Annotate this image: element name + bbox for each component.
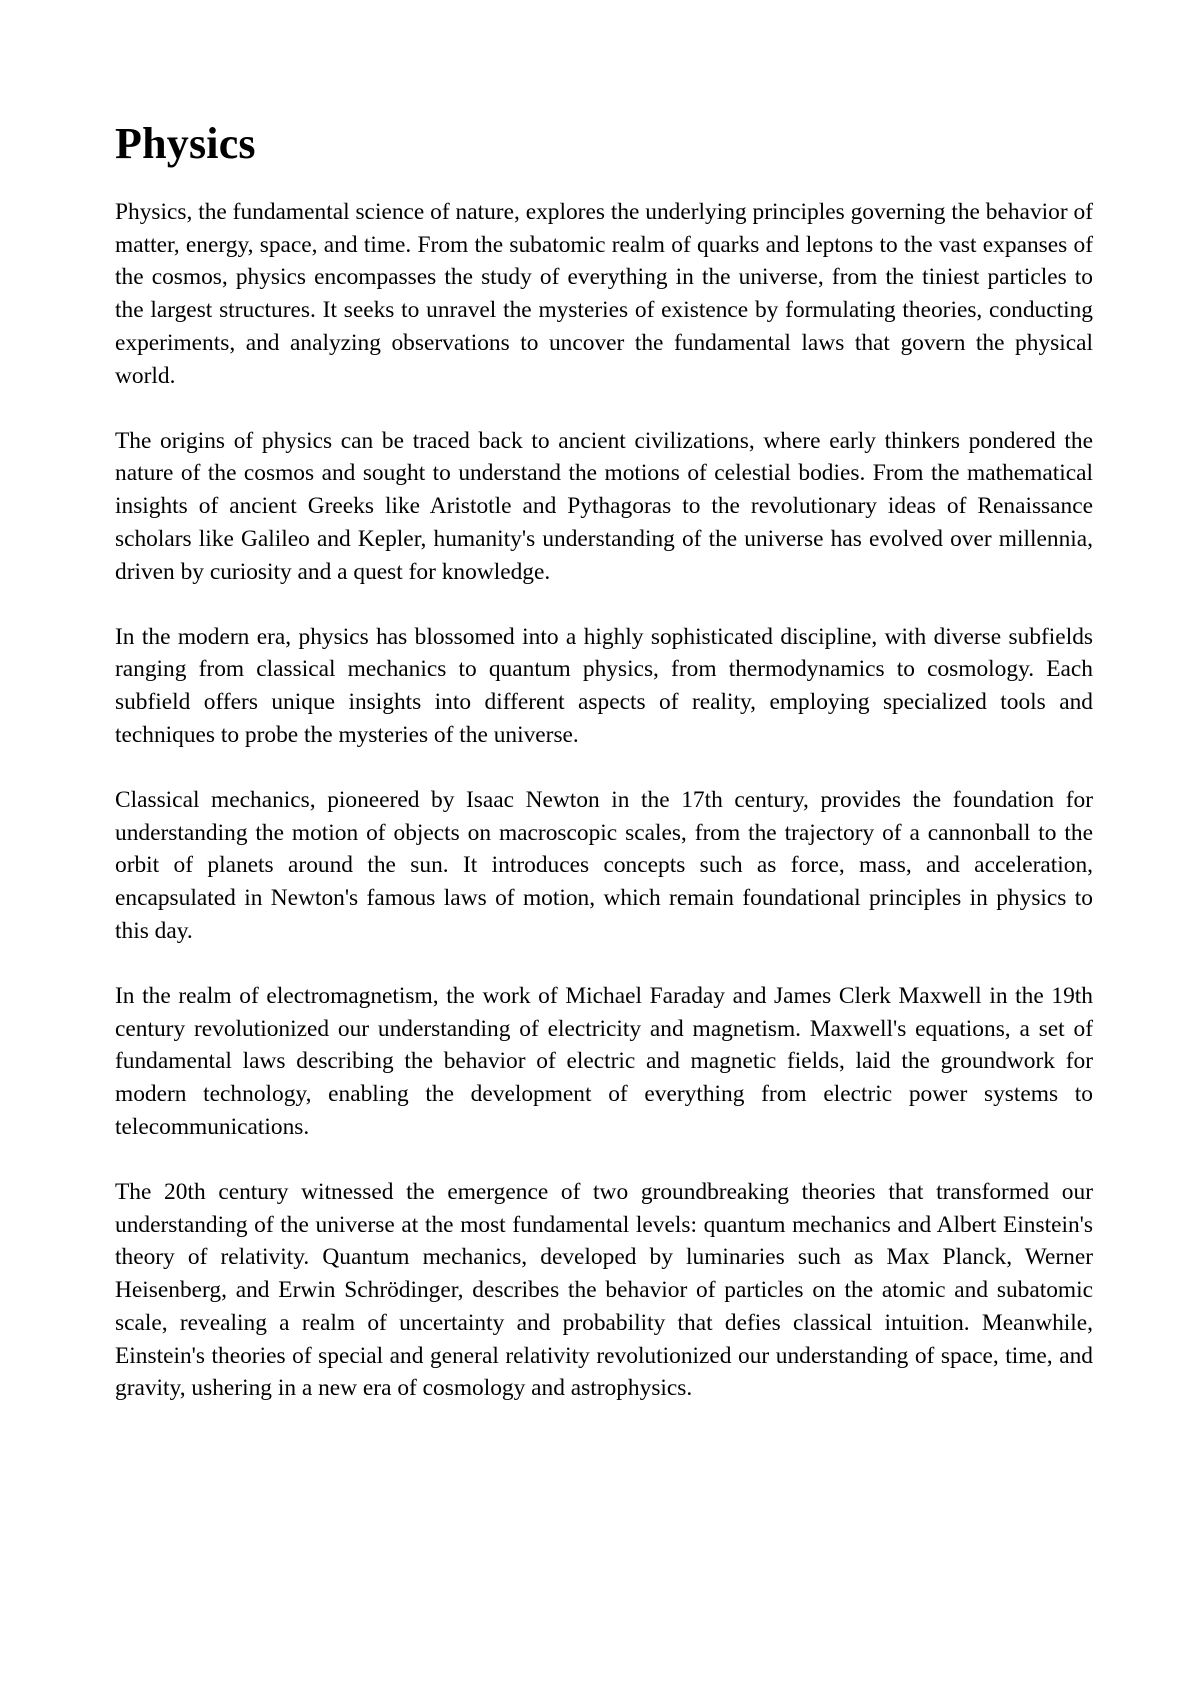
paragraph-introduction: Physics, the fundamental science of nature, explores the underlying principles governing the behavior of matter, energy, space, and time. From the subatomic realm of quarks and leptons to the vast expanses of the cosmos, physics encompasses the study of everything in the universe, from the tiniest particles to the largest structures. It seeks to unravel the mysteries of existence by formulating theories, conducting experiments, and analyzing observations to uncover the fundamental laws that govern the physical world.	[115, 199, 1093, 389]
paragraph-modern-era: In the modern era, physics has blossomed into a highly sophisticated discipline, with diverse subfields ranging from classical mechanics to quantum physics, from thermodynamics to cosmology. Each subfield offers unique insights into different aspects of reality, employing specialized tools and techniques to probe the mysteries of the universe.	[115, 623, 1093, 748]
paragraph-classical-mechanics: Classical mechanics, pioneered by Isaac Newton in the 17th century, provides the foundation for understanding the motion of objects on macroscopic scales, from the trajectory of a cannonball to the orbit of planets around the sun. It introduces concepts such as force, mass, and acceleration, encapsulated in Newton's famous laws of motion, which remain foundational principles in physics to this day.	[115, 787, 1093, 944]
paragraph-twentieth-century: The 20th century witnessed the emergence of two groundbreaking theories that transformed our understanding of the universe at the most fundamental levels: quantum mechanics and Albert Einstein's theory of relativity. Quantum mechanics, developed by luminaries such as Max Planck, Werner Heisenberg, and Erwin Schrödinger, describes the behavior of particles on the atomic and subatomic scale, revealing a realm of uncertainty and probability that defies classical intuition. Meanwhile, Einstein's theories of special and general relativity revolutionized our understanding of space, time, and gravity, ushering in a new era of cosmology and astrophysics.	[115, 1179, 1093, 1402]
paragraph-electromagnetism: In the realm of electromagnetism, the work of Michael Faraday and James Clerk Maxwell in the 19th century revolutionized our understanding of electricity and magnetism. Maxwell's equations, a set of fundamental laws describing the behavior of electric and magnetic fields, laid the groundwork for modern technology, enabling the development of everything from electric power systems to telecommunications.	[115, 983, 1093, 1140]
page-title: Physics	[115, 119, 256, 168]
paragraph-origins: The origins of physics can be traced back to ancient civilizations, where early thinkers pondered the nature of the cosmos and sought to understand the motions of celestial bodies. From the mathematical insights of ancient Greeks like Aristotle and Pythagoras to the revolutionary ideas of Renaissance scholars like Galileo and Kepler, humanity's understanding of the universe has evolved over millennia, driven by curiosity and a quest for knowledge.	[115, 427, 1093, 585]
document-body	[115, 118, 1093, 1405]
